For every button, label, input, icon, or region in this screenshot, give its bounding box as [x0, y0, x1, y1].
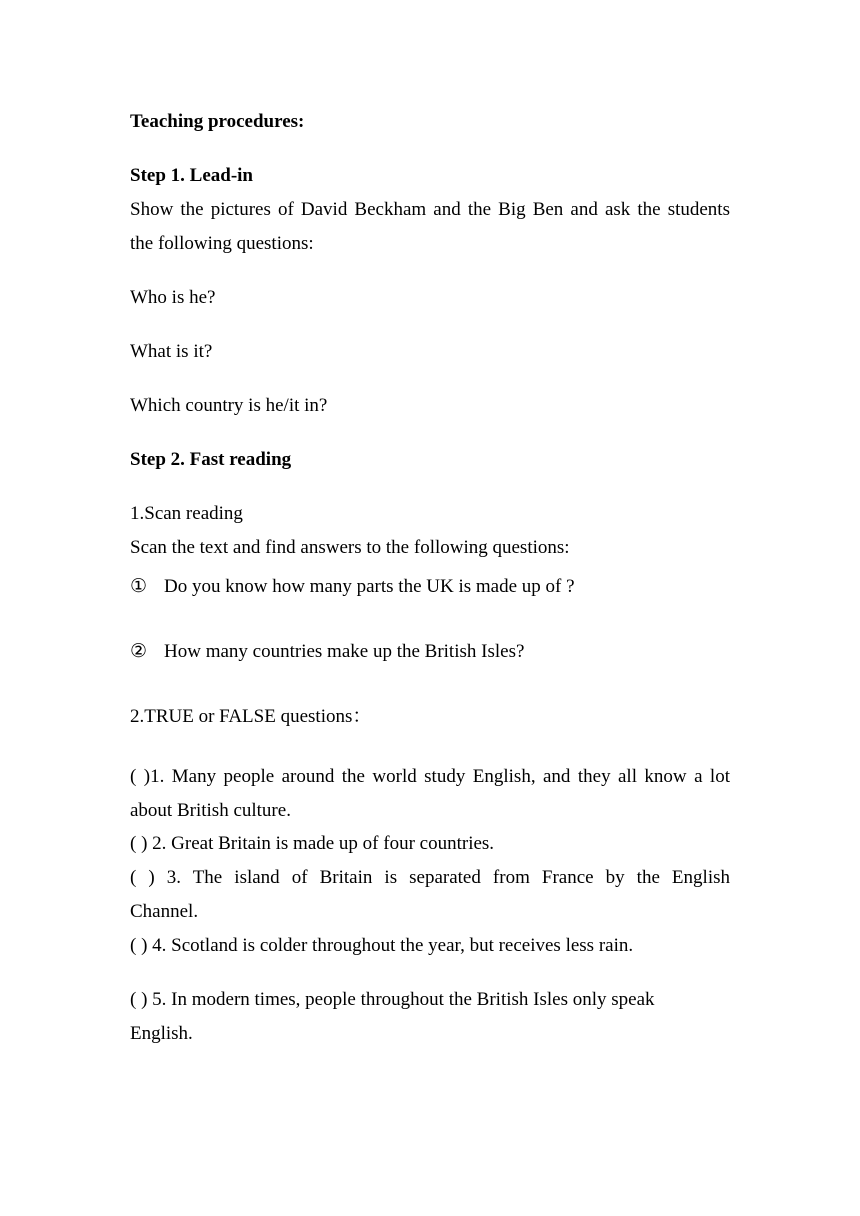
- circled-number-1: ①: [130, 576, 148, 597]
- scan-question-2: [130, 641, 730, 663]
- step1-intro-line2: the following questions:: [130, 233, 314, 254]
- tf-item-5-line1: ( ) 5. In modern times, people throughout the British Isles only speak: [130, 989, 655, 1010]
- step1-title: Step 1. Lead-in: [130, 165, 253, 186]
- circled-number-2: ②: [130, 641, 148, 662]
- true-false-title: 2.TRUE or FALSE questions：: [130, 706, 372, 727]
- scan-reading-instruction: Scan the text and find answers to the following questions:: [130, 537, 570, 558]
- tf-item-1-line2: about British culture.: [130, 800, 291, 821]
- scan-reading-title: 1.Scan reading: [130, 503, 243, 524]
- tf-item-5-line2: English.: [130, 1023, 193, 1044]
- tf-item-3-line1: ( ) 3. The island of Britain is separated from France by the English: [130, 867, 730, 888]
- step2-title: Step 2. Fast reading: [130, 449, 292, 470]
- scan-question-1-text: Do you know how many parts the UK is made up of ?: [164, 576, 575, 597]
- section-heading: Teaching procedures:: [130, 111, 305, 132]
- scan-question-1: [130, 576, 730, 598]
- tf-item-1-line1: ( )1. Many people around the world study English, and they all know a lot: [130, 766, 730, 787]
- step1-question-2: What is it?: [130, 341, 213, 362]
- tf-item-3-line2: Channel.: [130, 901, 199, 922]
- step1-question-3: Which country is he/it in?: [130, 395, 328, 416]
- scan-question-2-text: How many countries make up the British Isles?: [164, 641, 525, 662]
- step1-question-1: Who is he?: [130, 287, 216, 308]
- tf-item-4: ( ) 4. Scotland is colder throughout the year, but receives less rain.: [130, 935, 634, 956]
- tf-item-2: ( ) 2. Great Britain is made up of four countries.: [130, 833, 495, 854]
- step1-intro-line1: Show the pictures of David Beckham and the Big Ben and ask the students: [130, 199, 730, 220]
